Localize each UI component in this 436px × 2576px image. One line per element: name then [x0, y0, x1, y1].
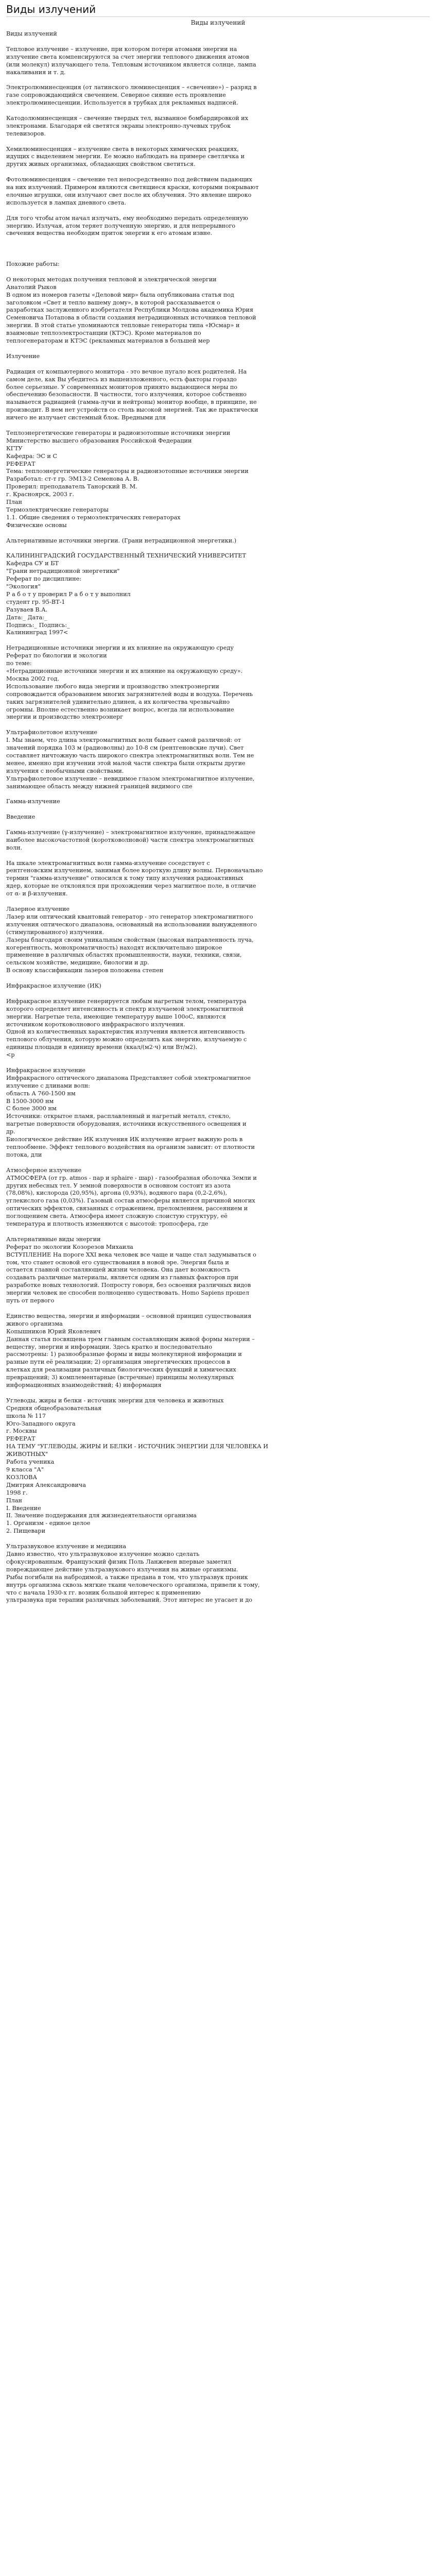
page-title: Виды излучений — [6, 3, 96, 15]
text-line: В одном из номеров газеты «Деловой мир» была опубликована статья под — [6, 291, 234, 298]
text-line: сельском хозяйстве, медицине, биологии и др. — [6, 959, 149, 967]
text-line: разные пути её реализации; 2) организация энергетических процессов в — [6, 1359, 230, 1366]
text-line: План — [6, 499, 22, 506]
text-line: Проверил: преподаватель Танорский В. М. — [6, 483, 137, 490]
text-line — [6, 1305, 430, 1313]
text-line — [6, 422, 430, 430]
text-line: область А 760-1500 нм — [6, 1090, 76, 1097]
text-line: таких загрязнителей удивительно длинен, а их количества чрезвычайно — [6, 698, 230, 705]
text-line: самом деле, как Вы убедитесь из вышеизложенного, есть факторы гораздо — [6, 376, 237, 383]
text-line: излучения оптического диапазона, основанный на использовании вынужденного — [6, 921, 257, 928]
text-line: идущих с выделением энергии. Ее можно наблюдать на примере светлячка и — [6, 153, 245, 160]
text-line: О некоторых методах получения тепловой и электрической энергии — [6, 276, 217, 283]
text-line — [6, 238, 430, 245]
text-line: электролюминесценции. Используется в трубках для рекламных надписей. — [6, 99, 238, 107]
text-line: Данная статья посвящена трем главным составляющим живой формы материи – — [6, 1335, 255, 1343]
text-line: <p — [6, 1052, 15, 1059]
text-line: школа № 117 — [6, 1412, 46, 1419]
text-line: телевизоров. — [6, 130, 46, 137]
text-line: сфокусированным. Французский физик Поль Ланжевен впервые заметил — [6, 1558, 232, 1565]
text-line: Министерство высшего образования Российской Федерации — [6, 437, 192, 444]
text-line — [6, 1389, 430, 1397]
text-line: Углеводы, жиры и белки - источник энергии для человека и животных — [6, 1397, 224, 1404]
text-line — [6, 38, 430, 46]
text-line: Рыбы погибали на набродимой, а также предана в том, что ультразвук проник — [6, 1573, 248, 1581]
text-line: Использование любого вида энергии и производство электроэнергии — [6, 683, 219, 690]
text-line: АТМОСФЕРА (от гр. atmos - пар и sphaire - шар) - газообразная оболочка Земли и — [6, 1174, 257, 1181]
text-line: ядер, которые не отклонялся при прохождении через магнитное поле, в отличие — [6, 883, 256, 890]
text-line: Копышников Юрий Яковлевич — [6, 1328, 101, 1335]
text-line: г. Москвы — [6, 1428, 37, 1435]
text-line: Кафедра: ЭС и С — [6, 452, 57, 460]
text-line: Тема: теплоэнергетические генераторы и радиоизотопные источники энергии — [6, 468, 249, 475]
text-line: энергию. Излучая, атом теряет полученную энергию, и для непрерывного — [6, 222, 236, 229]
text-line: излучение с длинами волн: — [6, 1082, 90, 1089]
text-line: Подпись:_ Подпись:_ — [6, 621, 70, 629]
text-line: Лазеры благодаря своим уникальным свойствам (высокая направленность луча, — [6, 936, 254, 943]
text-line: том, что станет основой его существования в новой эре. Энергия была и — [6, 1259, 229, 1266]
text-line: «Нетрадиционные источники энергии и их влияние на окружающую среду». — [6, 667, 243, 674]
text-line: Инфракрасного оптического диапазона Представляет собой электромагнитное — [6, 1074, 251, 1081]
text-line — [6, 345, 430, 353]
text-line: РЕФЕРАТ — [6, 1435, 36, 1443]
text-line: В основу классификации лазеров положена степен — [6, 967, 164, 974]
text-line: ультразвука при терапии различных заболеваний. Этот интерес не угасает и до — [6, 1597, 252, 1604]
text-line: Излучение — [6, 352, 40, 360]
text-line: создавать различные материалы, является одним из главных факторов при — [6, 1274, 238, 1281]
text-line: План — [6, 1497, 22, 1504]
text-line: Теплоэнергетические генераторы и радиоизотопные источники энергии — [6, 429, 231, 436]
text-line: Гамма-излучение (γ-излучение) – электромагнитное излучение, принадлежащее — [6, 828, 256, 836]
text-line: Виды излучений — [6, 30, 57, 37]
text-line: 1998 г. — [6, 1489, 28, 1496]
text-line: углекислого газа (0,03%). Газовый состав атмосферы является причиной многих — [6, 1197, 255, 1205]
text-line: энергии. Нагретые тела, имеющие температуру выше 100оС, являются — [6, 1013, 226, 1020]
text-line: клетках для реализации различных биологических функций и химических — [6, 1366, 236, 1374]
text-line — [6, 821, 430, 829]
text-line — [6, 852, 430, 860]
text-line: Дмитрия Александровича — [6, 1481, 86, 1488]
text-line: живого организма — [6, 1320, 63, 1327]
text-line — [6, 138, 430, 146]
text-line: Альтернативные виды энергии — [6, 1235, 101, 1243]
text-line: составляет ничтожную часть широкого спектра электромагнитных волн. Тем не — [6, 752, 254, 759]
text-line — [6, 361, 430, 368]
text-line — [6, 253, 430, 261]
text-line — [6, 207, 430, 215]
text-line: Инфракрасное излучение генерируется любым нагретым телом, температура — [6, 997, 247, 1005]
text-line: Нетрадиционные источники энергии и их влияние на окружающую среду — [6, 645, 234, 652]
text-line — [6, 721, 430, 729]
text-line: энергии человек не способен полноценно существовать. Homo Sapiens прошел — [6, 1290, 249, 1297]
text-line: КАЛИНИНГРАДСКИЙ ГОСУДАРСТВЕННЫЙ ТЕХНИЧЕСКИЙ УНИВЕРСИТЕТ — [6, 552, 246, 560]
document-body — [6, 30, 430, 1604]
text-line: Юго-Западного округа — [6, 1420, 76, 1427]
text-line: Ультрафиолетовое излучение – невидимое глазом электромагнитное излучение, — [6, 775, 255, 782]
text-line: 1.1. Общие сведения о термоэлектрических генераторах — [6, 514, 181, 521]
text-line: Ультрафиолетовое излучение — [6, 729, 97, 736]
text-line — [6, 790, 430, 798]
text-line: НА ТЕМУ "УГЛЕВОДЫ, ЖИРЫ И БЕЛКИ - ИСТОЧНИК ЭНЕРГИИ ДЛЯ ЧЕЛОВЕКА И — [6, 1443, 269, 1450]
text-line: энергии и производство электроэнерг — [6, 714, 124, 721]
text-line: внутрь организма сквозь мягкие ткани человеческого организма, привели к тому, — [6, 1581, 260, 1588]
text-line: Введение — [6, 814, 36, 821]
text-line: Калининград 1997< — [6, 629, 68, 636]
text-line: остается главной составляющей жизни человека. Она дает возможность — [6, 1266, 231, 1274]
text-line: На шкале электромагнитных волн гамма-излучение соседствует с — [6, 859, 210, 867]
text-line: термин "гамма-излучение" относился к тому типу излучения радиоактивных — [6, 875, 243, 882]
document-subtitle: Виды излучений — [190, 19, 246, 26]
text-line: поглощением света. Атмосфера имеет сложную слоистую структуру, её — [6, 1213, 228, 1220]
text-line: превращений; 3) комплементарные (встречные) принципы молекулярных — [6, 1374, 234, 1381]
text-line: (78,08%), кислорода (20,95%), аргона (0,93%), водяного пара (0,2-2,6%), — [6, 1190, 228, 1197]
text-line: энергии. В этой статье упоминаются тепловые генераторы типа «Юсмар» и — [6, 322, 240, 329]
text-line: Единство вещества, энергии и информации – основной принцип существования — [6, 1312, 252, 1319]
text-line: Реферат по экологии Козорезов Михаила — [6, 1243, 133, 1250]
text-line: волн. — [6, 844, 23, 851]
text-line: что с начала 1930-х гг. возник большой интерес к применению — [6, 1589, 201, 1596]
text-line — [6, 975, 430, 982]
text-line: менее, именно при изучении этой малой части спектра были открыты другие — [6, 759, 246, 767]
text-line — [6, 76, 430, 84]
text-line: разработке новых технологий. Попросту говоря, без освоения различных видов — [6, 1282, 251, 1289]
text-line: Альтернативные источники энергии. (Грани нетрадиционной энергетики.) — [6, 537, 237, 544]
text-line: производит. В нем нет устройств со столь высокой энергией. Так же практически — [6, 406, 258, 414]
text-line: рассмотрены: 1) разнообразные формы и виды молекулярной информации и — [6, 1351, 242, 1358]
text-line: РЕФЕРАТ — [6, 460, 36, 467]
text-line: когерентность, монохроматичность) находят исключительно широкое — [6, 944, 222, 951]
text-line: Хемилюминесценция – излучение света в некоторых химических реакциях, — [6, 145, 239, 152]
text-line: Разработал: ст-т гр. ЭМ13-2 Семенова А. В. — [6, 476, 139, 483]
text-line: Лазерное излучение — [6, 905, 70, 912]
text-line: теплового облучения, которую можно определить как энергию, излучаемую с — [6, 1036, 247, 1043]
text-line: елочные игрушки, они излучают свет после их облучения. Это явление широко — [6, 191, 252, 198]
text-line: информационных взаимодействий; 4) информация — [6, 1382, 162, 1389]
text-line: II. Значение поддержания для жизнедеятельности организма — [6, 1512, 197, 1519]
text-line: В 1500-3000 нм — [6, 1097, 54, 1105]
text-line: Работа ученика — [6, 1459, 55, 1466]
text-line: источником коротковолнового инфракрасного излучения. — [6, 1021, 185, 1028]
text-line: (или молекул) излучающего тела. Тепловым источником является солнце, лампа — [6, 61, 256, 68]
text-line: Средняя общеобразовательная — [6, 1404, 102, 1412]
text-line: Атмосферное излучение — [6, 1166, 82, 1174]
text-line: 1. Организм - единое целое — [6, 1520, 91, 1527]
text-line: Гамма-излучение — [6, 798, 60, 805]
text-line: ВСТУПЛЕНИЕ На пороге XXI века человек все чаще и чаще стал задумываться о — [6, 1251, 256, 1258]
text-line: Катодолюминесценция – свечение твердых тел, вызванное бомбардировкой их — [6, 114, 249, 122]
text-line: теплообмене. Эффект теплового воздействия на организм зависит: от плотности — [6, 1144, 255, 1151]
text-line: Фотолюминесценция – свечение тел непосредственно под действием падающих — [6, 176, 252, 183]
text-line: электронами. Благодаря ей светятся экраны электронно-лучевых трубок — [6, 122, 231, 129]
text-line: др. — [6, 1128, 15, 1136]
text-line: наиболее высокочастотной (коротковолновой) части спектра электромагнитных — [6, 836, 254, 843]
text-line: потока, дли — [6, 1151, 42, 1158]
text-line: Реферат по биологии и экологии — [6, 652, 107, 659]
text-line: Биологическое действие ИК излучения ИК излучение играет важную роль в — [6, 1136, 243, 1143]
text-line: от α- и β-излучения. — [6, 890, 68, 897]
text-line: единицы площади в единицу времени (ккал/(м2·ч) или Вт/м2). — [6, 1044, 198, 1051]
text-line — [6, 1059, 430, 1067]
document-header — [6, 3, 430, 17]
text-line: занимающее область между нижней границей видимого спе — [6, 783, 193, 790]
text-line: взаимовые теплоэлектростанции (КТЭС). Кроме материалов по — [6, 330, 201, 337]
text-line: рентгеновским излучением, занимая более короткую длину волны. Первоначально — [6, 867, 263, 874]
text-line: разработках заслуженного изобретателя Республики Молдова академика Юрия — [6, 307, 254, 314]
text-line: Для того чтобы атом начал излучать, ему необходимо передать определенную — [6, 214, 248, 222]
text-line: применение в различных областях промышленности, науки, техники, связи, — [6, 952, 242, 959]
text-line: называется радиацией (гамма-лучи и нейтроны) монитор вообще, в принципе, не — [6, 399, 257, 406]
text-line: Р а б о т у проверил Р а б о т у выполнил — [6, 590, 131, 598]
text-line — [6, 806, 430, 814]
text-line: Лазер или оптический квантовый генератор - это генератор электромагнитного — [6, 913, 253, 920]
text-line: заголовком «Свет и тепло вашему дому», в которой рассказывается о — [6, 299, 220, 306]
text-line — [6, 168, 430, 176]
text-line: Дата:_ Дата:_ — [6, 614, 47, 621]
text-line: сопровождается образованием многих загрязнителей воды и воздуха. Перечень — [6, 690, 253, 698]
text-line: ЖИВОТНЫХ" — [6, 1451, 48, 1458]
text-line: теплогенераторам и КТЭС (рекламных материалов в большей мер — [6, 337, 210, 345]
text-line: ничего не излучает системный блок. Вредными для — [6, 414, 166, 421]
text-line: обеспечению безопасности. В частности, того излучения, которое собственно — [6, 391, 247, 398]
text-line: Семеновича Потапова в области создания нетрадиционных источников тепловой — [6, 314, 256, 321]
text-line: КОЗЛОВА — [6, 1473, 38, 1481]
text-line: повреждающее действие ультразвукового излучения на живые организмы. — [6, 1566, 238, 1573]
text-line: 2. Пищевари — [6, 1528, 46, 1535]
text-line: оптических эффектов, связанных с отражением, преломлением, рассеянием и — [6, 1205, 248, 1212]
text-line — [6, 545, 430, 553]
text-line: Термоэлектрические генераторы — [6, 506, 109, 513]
text-line: других живых организмах, обладающих свойством светиться. — [6, 161, 196, 168]
text-line: (стимулированного) излучения. — [6, 928, 104, 936]
text-line: г. Красноярск, 2003 г. — [6, 491, 74, 498]
text-line: Разуваев В.А. — [6, 606, 48, 613]
text-line: излучения с необычными свойствами. — [6, 767, 124, 774]
text-line: Электролюминесценция (от латинского люминесценция – «свечение») – разряд в — [6, 84, 257, 91]
text-line: Ультразвуковое излучение и медицина — [6, 1543, 127, 1550]
text-line — [6, 1159, 430, 1167]
text-line — [6, 530, 430, 537]
text-line: Радиация от компьютерного монитора - это вечное пугало всех родителей. На — [6, 368, 247, 375]
text-line: студент гр. 95-ВТ-1 — [6, 598, 65, 605]
text-line: I. Введение — [6, 1504, 41, 1512]
text-line — [6, 1535, 430, 1543]
text-line — [6, 1228, 430, 1236]
text-line: свечения вещества необходим приток энергии к его атомам извне. — [6, 230, 213, 237]
text-line: газе сопровождающийся свечением. Северное сияние есть проявление — [6, 92, 226, 99]
text-line: нагретые поверхности оборудования, источники искусственного освещения и — [6, 1121, 247, 1128]
text-line: Похожие работы: — [6, 261, 60, 268]
text-line: других небесных тел. У земной поверхности в основном состоит из азота — [6, 1182, 231, 1189]
text-line: I. Мы знаем, что длина электромагнитных волн бывает самой различной: от — [6, 737, 241, 744]
text-line: веществу, энергии и информации. Здесь кратко и последовательно — [6, 1343, 213, 1350]
text-line: Реферат по дисциплине: — [6, 575, 81, 583]
text-line: С более 3000 нм — [6, 1105, 57, 1112]
text-line: накаливания и т. д. — [6, 69, 66, 76]
text-line — [6, 898, 430, 906]
text-line — [6, 637, 430, 645]
text-line: путь от первого — [6, 1297, 55, 1304]
text-line: используется в лампах дневного света. — [6, 199, 127, 206]
text-line: Тепловое излучение – излучение, при котором потери атомами энергии на — [6, 45, 237, 53]
text-line: Анатолий Рыков — [6, 283, 57, 291]
text-line: по теме: — [6, 660, 32, 667]
text-line: на них излучений. Примером являются светящиеся краски, которыми покрывают — [6, 184, 259, 191]
text-line: излучение света компенсируются за счет энергии теплового движения атомов — [6, 53, 250, 60]
text-line: Кафедра СУ и БТ — [6, 560, 59, 567]
text-line: Инфракрасное излучение — [6, 1066, 86, 1074]
text-line: 9 класса "А" — [6, 1466, 44, 1473]
text-line: Давно известно, что ультразвуковое излучение можно сделать — [6, 1550, 200, 1557]
text-line: "Экология" — [6, 583, 41, 590]
text-line: КГТУ — [6, 445, 23, 452]
text-line — [6, 245, 430, 253]
text-line — [6, 107, 430, 115]
text-line: более серьезные. У современных мониторов принято выдающиеся меры по — [6, 383, 238, 391]
text-line: значений порядка 103 м (радиоволны) до 10-8 см (рентгеновские лучи). Свет — [6, 744, 244, 752]
text-line: Инфракрасное излучение (ИК) — [6, 982, 101, 990]
text-line: Источники: открытое пламя, расплавленный и нагретый металл, стекло, — [6, 1113, 231, 1120]
text-line: "Грани нетрадиционной энергетики" — [6, 568, 120, 575]
text-line: температура и плотность изменяются с высотой: тропосфера, где — [6, 1221, 208, 1228]
text-line: Одной из количественных характеристик излучения является интенсивность — [6, 1028, 245, 1036]
text-line — [6, 268, 430, 276]
text-line: Физические основы — [6, 521, 67, 529]
text-line — [6, 990, 430, 998]
text-line: огромны. Вполне естественно возникает вопрос, всегда ли использование — [6, 706, 234, 713]
text-line: которого определяет интенсивность и спектр излучаемой электромагнитной — [6, 1005, 243, 1012]
text-line: Москва 2002 год. — [6, 675, 60, 682]
